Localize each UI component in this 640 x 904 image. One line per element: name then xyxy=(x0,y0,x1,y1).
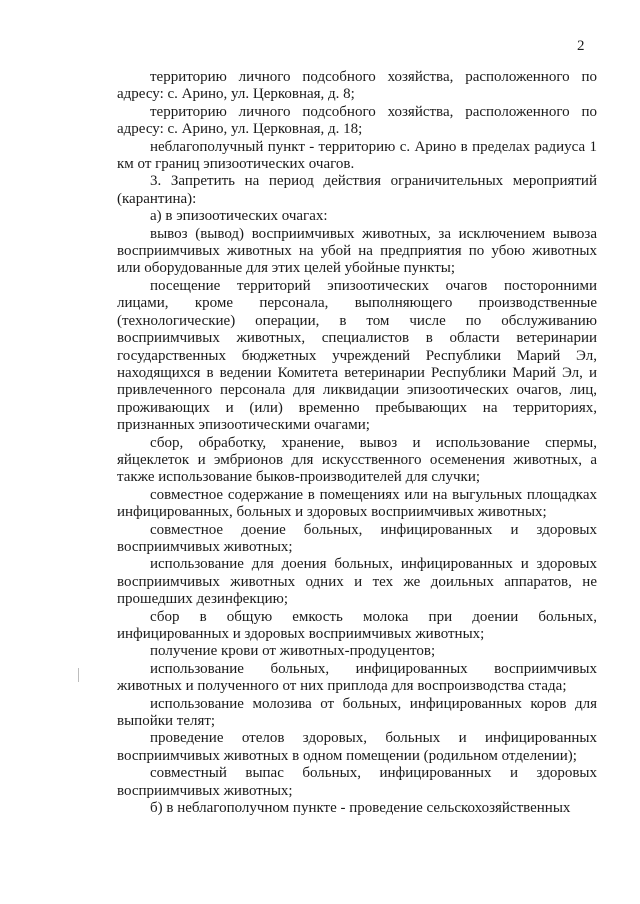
paragraph: вывоз (вывод) восприимчивых животных, за исключением вывоза восприимчивых животных на убой на предприятия по убою животных или оборудованные для этих целей убойные пункты; xyxy=(117,225,597,277)
page-number: 2 xyxy=(577,38,585,54)
paragraph: сбор в общую емкость молока при доении больных, инфицированных и здоровых восприимчивых животных; xyxy=(117,608,597,642)
paragraph: совместное доение больных, инфицированных и здоровых восприимчивых животных; xyxy=(117,521,597,555)
paragraph: совместное содержание в помещениях или на выгульных площадках инфицированных, больных и здоровых восприимчивых животных; xyxy=(117,486,597,521)
paragraph: посещение территорий эпизоотических очагов посторонними лицами, кроме персонала, выполняющего производственные (технологические) операции, в том числе по обслуживанию восприимчивых животных, специалистов в области ветеринарии государственных бюджетных учреждений Республики Марий Эл, находящихся в ведении Комитета ветеринарии Республики Марий Эл, и привлеченного персонала для ликвидации эпизоотических очагов, лиц, проживающих и (или) временно пребывающих на территориях, признанных эпизоотическими очагами; xyxy=(117,277,597,434)
paragraph: а) в эпизоотических очагах: xyxy=(150,208,328,225)
paragraph: территорию личного подсобного хозяйства, расположенного по адресу: с. Арино, ул. Церковная, д. 18; xyxy=(117,103,597,138)
paragraph: совместный выпас больных, инфицированных и здоровых восприимчивых животных; xyxy=(117,765,597,799)
paragraph: использование молозива от больных, инфицированных коров для выпойки телят; xyxy=(117,695,597,730)
paragraph: территорию личного подсобного хозяйства, расположенного по адресу: с. Арино, ул. Церковная, д. 8; xyxy=(117,69,597,103)
paragraph: использование для доения больных, инфицированных и здоровых восприимчивых животных одних и тех же доильных аппаратов, не прошедших дезинфекцию; xyxy=(117,556,597,608)
document-body xyxy=(117,69,597,817)
paragraph: неблагополучный пункт - территорию с. Арино в пределах радиуса 1 км от границ эпизоотических очагов. xyxy=(117,138,597,173)
paragraph: получение крови от животных-продуцентов; xyxy=(150,643,436,660)
paragraph: использование больных, инфицированных восприимчивых животных и полученного от них приплода для воспроизводства стада; xyxy=(117,660,597,695)
paragraph: б) в неблагополучном пункте - проведение сельскохозяйственных xyxy=(150,800,571,817)
paragraph: 3. Запретить на период действия ограничительных мероприятий (карантина): xyxy=(117,173,597,207)
paragraph: сбор, обработку, хранение, вывоз и использование спермы, яйцеклеток и эмбрионов для искусственного осеменения животных, а также использование быков-производителей для случки; xyxy=(117,434,597,486)
paragraph: проведение отелов здоровых, больных и инфицированных восприимчивых животных в одном помещении (родильном отделении); xyxy=(117,730,597,764)
scan-mark xyxy=(78,668,79,682)
